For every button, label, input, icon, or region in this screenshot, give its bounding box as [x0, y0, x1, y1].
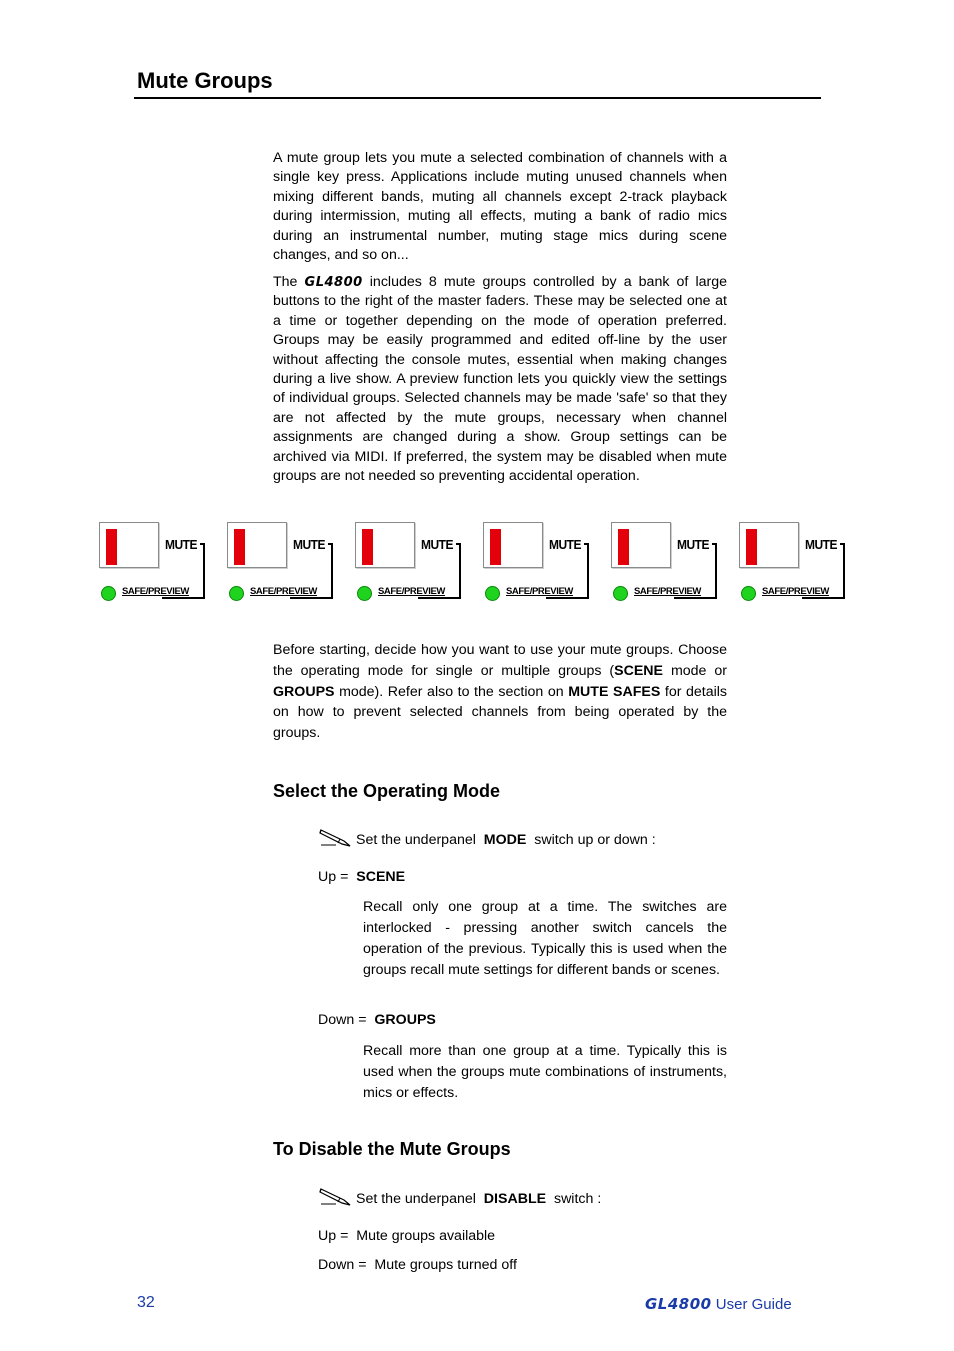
mute-key: [355, 522, 415, 568]
bracket-base: [418, 597, 461, 599]
brand-name: GL4800: [304, 275, 363, 290]
led-icon: [485, 586, 500, 601]
bracket-line: [200, 543, 205, 599]
safe-preview-label: SAFE/PREVIEW: [762, 586, 829, 597]
mute-key: [483, 522, 543, 568]
led-icon: [101, 586, 116, 601]
bracket-base: [802, 597, 845, 599]
bracket-line: [456, 543, 461, 599]
mute-group-button: [227, 520, 337, 602]
scene-keyword: SCENE: [614, 662, 664, 679]
safe-preview-label: SAFE/PREVIEW: [506, 586, 573, 597]
disable-down-label: Down =: [318, 1257, 367, 1273]
disable-up-line: [318, 1228, 495, 1244]
mute-indicator: [234, 529, 245, 565]
mode-up-desc-text: Recall only one group at a time. The switches are interlocked - pressing another switch cancels the operation of the previous. Typically this is used when the groups recall mute settings for different bands or scenes.: [363, 899, 727, 978]
safe-preview-label: SAFE/PREVIEW: [122, 586, 189, 597]
intro-paragraph-2: [273, 273, 727, 486]
mute-indicator: [106, 529, 117, 565]
mode-instruction-post: switch up or down :: [534, 832, 656, 848]
bracket-base: [162, 597, 205, 599]
disable-instruction-post: switch :: [553, 1191, 602, 1207]
disable-down-line: [318, 1257, 517, 1273]
intro-text-2: [273, 273, 727, 486]
mute-group-button: [355, 520, 465, 602]
mode-up-line: [318, 869, 405, 885]
footer-brand: [645, 1295, 792, 1313]
led-icon: [229, 586, 244, 601]
intro-text-2-pre: The: [273, 274, 305, 290]
disable-up-value: Mute groups available: [356, 1228, 496, 1244]
mode-down-description: [363, 1041, 727, 1104]
mode-up-description: [363, 897, 727, 981]
page-number: 32: [137, 1294, 155, 1311]
page-title: Mute Groups: [137, 68, 273, 93]
mute-label: MUTE: [421, 537, 453, 553]
before-paragraph: [273, 640, 727, 744]
mode-key: MODE: [483, 832, 527, 848]
mode-up-value: SCENE: [356, 869, 406, 885]
mute-indicator: [746, 529, 757, 565]
bracket-base: [546, 597, 589, 599]
bracket-line: [328, 543, 333, 599]
pencil-icon: [318, 1186, 352, 1210]
title-rule: [134, 97, 821, 99]
mode-instruction: [318, 827, 656, 851]
bracket-line: [712, 543, 717, 599]
disable-key: DISABLE: [483, 1191, 547, 1207]
safe-preview-label: SAFE/PREVIEW: [634, 586, 701, 597]
pencil-icon: [318, 827, 352, 851]
led-icon: [357, 586, 372, 601]
safe-preview-label: SAFE/PREVIEW: [378, 586, 445, 597]
mode-instruction-pre: Set the underpanel: [356, 832, 476, 848]
mute-indicator: [490, 529, 501, 565]
footer-guide-label: User Guide: [715, 1296, 792, 1313]
mute-label: MUTE: [677, 537, 709, 553]
mute-key: [611, 522, 671, 568]
safe-preview-label: SAFE/PREVIEW: [250, 586, 317, 597]
mute-key: [99, 522, 159, 568]
disable-instruction: [318, 1186, 601, 1210]
mute-indicator: [362, 529, 373, 565]
mute-label: MUTE: [165, 537, 197, 553]
intro-text-1: A mute group lets you mute a selected combination of channels with a single key press. Applications include muting unused channels when mixing different bands, muting all channels except 2-track playback during intermission, muting all effects, muting a bank of radio mics during an instrumental number, muting stage mics during scene changes, and so on...: [273, 150, 727, 264]
disable-up-label: Up =: [318, 1228, 349, 1244]
mute-label: MUTE: [549, 537, 581, 553]
before-text-4: for details on how to prevent selected channels from being operated by the groups.: [273, 683, 728, 742]
mute-group-button: [483, 520, 593, 602]
mute-group-button: [739, 520, 849, 602]
mute-safes-keyword: MUTE SAFES: [568, 683, 661, 700]
mute-label: MUTE: [293, 537, 325, 553]
heading-select-mode: Select the Operating Mode: [273, 781, 501, 801]
mute-group-button: [611, 520, 721, 602]
disable-down-value: Mute groups turned off: [374, 1257, 517, 1273]
before-text-1: Before starting, decide how you want to use your mute groups. Choose the operating mode for single or multiple groups (: [273, 642, 727, 679]
mode-down-desc-text: Recall more than one group at a time. Typically this is used when the groups mute combinations of instruments, mics or effects.: [363, 1043, 727, 1101]
led-icon: [741, 586, 756, 601]
mode-down-value: GROUPS: [374, 1012, 436, 1028]
before-text-2: mode or: [663, 662, 727, 679]
footer-brand-name: GL4800: [645, 1295, 712, 1313]
intro-paragraph-1: [273, 149, 727, 265]
bracket-base: [290, 597, 333, 599]
mute-indicator: [618, 529, 629, 565]
mute-key: [227, 522, 287, 568]
bracket-line: [840, 543, 845, 599]
before-text-3: mode). Refer also to the section on: [334, 683, 569, 700]
mute-group-button: [99, 520, 209, 602]
groups-keyword: GROUPS: [273, 683, 335, 700]
bracket-line: [584, 543, 589, 599]
disable-instruction-pre: Set the underpanel: [356, 1191, 476, 1207]
mode-down-line: [318, 1012, 436, 1028]
mute-key: [739, 522, 799, 568]
mode-up-label: Up =: [318, 869, 349, 885]
mode-down-label: Down =: [318, 1012, 367, 1028]
heading-disable: To Disable the Mute Groups: [273, 1139, 511, 1159]
bracket-base: [674, 597, 717, 599]
led-icon: [613, 586, 628, 601]
intro-text-2-post: includes 8 mute groups controlled by a bank of large buttons to the right of the master faders. These may be selected one at a time or together depending on the mode of operation preferred. Groups may be easily programmed and edited off-line by the user without affecting the console mutes, essential when making changes during a live show. A preview function lets you quickly view the settings of individual groups. Selected channels may be made 'safe' so that they are not affected by the mute groups, necessary when channel assignments are changed during a show. Group settings can be archived via MIDI. If preferred, the system may be disabled when mute groups are not needed so preventing accidental operation.: [273, 274, 727, 485]
mute-label: MUTE: [805, 537, 837, 553]
